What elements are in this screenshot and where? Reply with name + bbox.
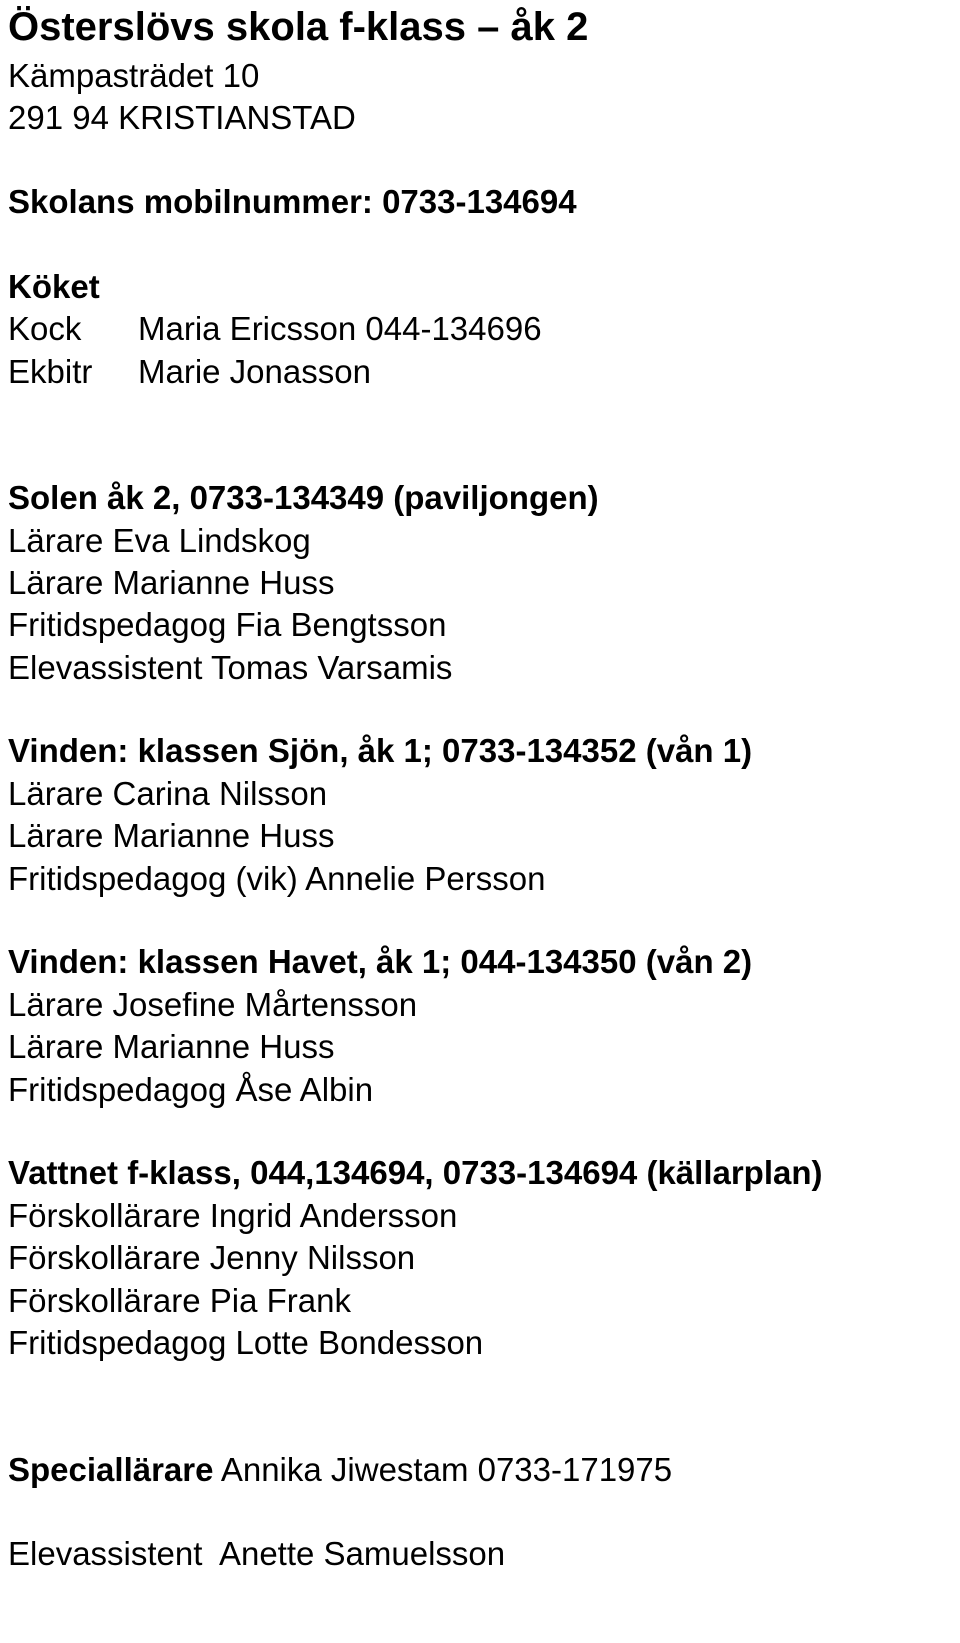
group-member: Lärare Eva Lindskog [8, 522, 311, 559]
assistant-row [8, 1534, 505, 1574]
group-member: Fritidspedagog Åse Albin [8, 1071, 374, 1108]
group-member: Lärare Marianne Huss [8, 564, 335, 601]
group-member: Förskollärare Ingrid Andersson [8, 1197, 458, 1234]
group-heading: Vinden: klassen Havet, åk 1; 044-134350 (vån 2) [8, 943, 753, 980]
staff-role: Ekbitr [8, 353, 93, 390]
group-member: Fritidspedagog Fia Bengtsson [8, 606, 447, 643]
kitchen-staff-row [8, 309, 542, 349]
group-member: Lärare Marianne Huss [8, 1028, 335, 1065]
school-mobile: Skolans mobilnummer: 0733-134694 [8, 183, 577, 220]
group-member: Lärare Marianne Huss [8, 817, 335, 854]
group-member: Fritidspedagog (vik) Annelie Persson [8, 860, 546, 897]
group-member: Förskollärare Pia Frank [8, 1282, 351, 1319]
group-member: Lärare Carina Nilsson [8, 775, 328, 812]
staff-role: Kock [8, 310, 82, 347]
group-heading: Vinden: klassen Sjön, åk 1; 0733-134352 (vån 1) [8, 732, 753, 769]
kitchen-staff-row [8, 352, 371, 392]
address-postal: 291 94 KRISTIANSTAD [8, 99, 356, 136]
special-teacher-name: Annika Jiwestam 0733-171975 [213, 1451, 673, 1488]
address-street: Kämpasträdet 10 [8, 57, 260, 94]
group-member: Fritidspedagog Lotte Bondesson [8, 1324, 484, 1361]
assistant-role: Elevassistent [8, 1535, 203, 1572]
staff-name: Maria Ericsson 044-134696 [138, 310, 542, 347]
group-heading: Solen åk 2, 0733-134349 (paviljongen) [8, 479, 599, 516]
special-teacher-role: Speciallärare [8, 1451, 214, 1488]
group-heading: Vattnet f-klass, 044,134694, 0733-134694 (källarplan) [8, 1154, 823, 1191]
assistant-name: Anette Samuelsson [202, 1535, 506, 1572]
group-member: Elevassistent Tomas Varsamis [8, 649, 453, 686]
kitchen-heading: Köket [8, 268, 100, 305]
special-teacher-row [8, 1450, 672, 1490]
page-title: Österslövs skola f-klass – åk 2 [8, 5, 589, 49]
group-member: Förskollärare Jenny Nilsson [8, 1239, 416, 1276]
group-member: Lärare Josefine Mårtensson [8, 986, 418, 1023]
staff-name: Marie Jonasson [138, 353, 371, 390]
